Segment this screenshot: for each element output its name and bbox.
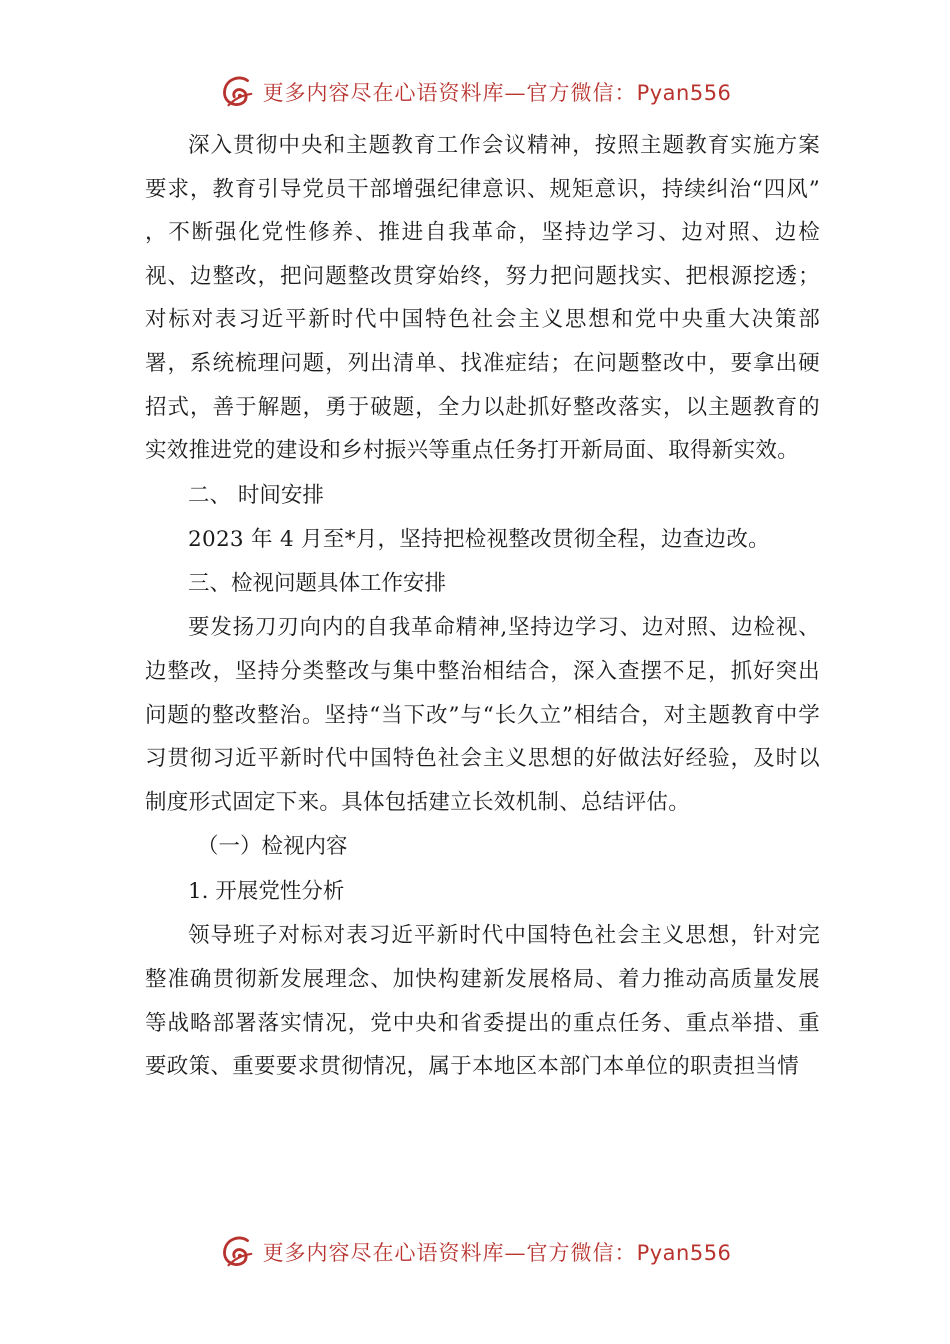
paragraph-review-arrangement: 要发扬刀刃向内的自我革命精神,坚持边学习、边对照、边检视、边整改，坚持分类整改与集中整治相结合，深入查摆不足，抓好突出问题的整改整治。坚持“当下改”与“长久立”相结合，对主题教育中学习贯彻习近平新时代中国特色社会主义思想的好做法好经验，及时以制度形式固定下来。具体包括建立长效机制、总结评估。 (145, 615, 820, 815)
swirl-logo-icon (219, 73, 257, 111)
paragraph-party-analysis: 领导班子对标对表习近平新时代中国特色社会主义思想，针对完整准确贯彻新发展理念、加快构建新发展格局、着力推动高质量发展等战略部署落实情况，党中央和省委提出的重点任务、重点举措、重要政策、重要要求贯彻情况，属于本地区本部门本单位的职责担当情 (145, 923, 820, 1080)
heading-party-analysis: 1. 开展党性分析 (188, 879, 345, 905)
heading-review-arrangement: 三、检视问题具体工作安排 (188, 571, 447, 597)
wechat-id: Pyan556 (636, 1241, 732, 1265)
document-body (145, 124, 820, 1089)
watermark-text: 更多内容尽在心语资料库—官方微信：Pyan556 (262, 81, 732, 105)
paragraph-intro: 深入贯彻中央和主题教育工作会议精神，按照主题教育实施方案要求，教育引导党员干部增强纪律意识、规矩意识，持续纠治“四风” ，不断强化党性修养、推进自我革命，坚持边学习、边对照、边检视、边整改，把问题整改贯穿始终，努力把问题找实、把根源挖透；对标对表习近平新时代中国特色社会主义思想和党中央重大决策部署，系统梳理问题，列出清单、找准症结；在问题整改中，要拿出硬招式，善于解题，勇于破题，全力以赴抓好整改落实，以主题教育的实效推进党的建设和乡村振兴等重点任务打开新局面、取得新实效。 (145, 133, 820, 464)
heading-review-content: （一）检视内容 (197, 834, 348, 860)
watermark-footer (0, 1230, 950, 1274)
swirl-logo-icon (219, 1233, 257, 1271)
watermark-text: 更多内容尽在心语资料库—官方微信：Pyan556 (262, 1241, 732, 1265)
heading-schedule: 二、 时间安排 (188, 482, 324, 508)
wechat-id: Pyan556 (636, 81, 732, 105)
watermark-header (0, 70, 950, 114)
paragraph-schedule: 2023 年 4 月至*月，坚持把检视整改贯彻全程，边查边改。 (188, 526, 770, 552)
